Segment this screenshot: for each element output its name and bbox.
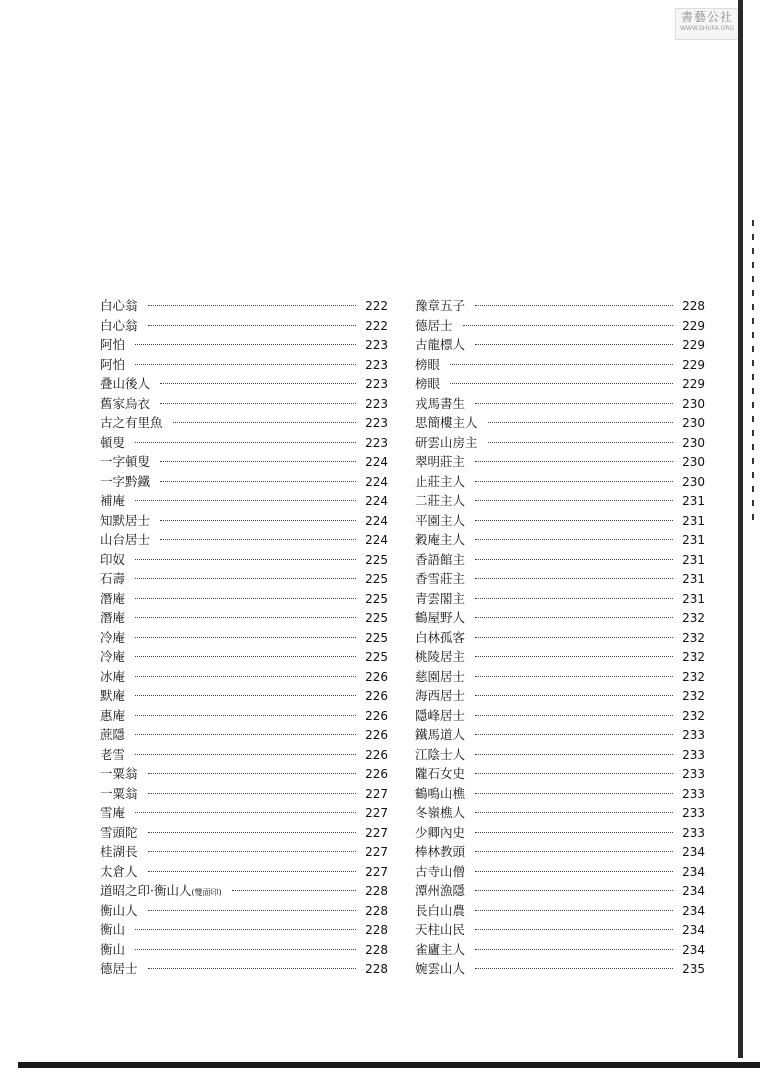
entry-name: 德居士 bbox=[100, 961, 138, 976]
entry-page-number: 225 bbox=[365, 630, 388, 645]
index-entry bbox=[415, 920, 705, 940]
entry-page-number: 234 bbox=[682, 942, 705, 957]
entry-name: 冷庵 bbox=[100, 629, 126, 645]
index-entry bbox=[100, 491, 388, 511]
index-entry bbox=[415, 355, 705, 375]
entry-page-number: 232 bbox=[682, 669, 705, 684]
index-entry bbox=[415, 335, 705, 355]
index-entry bbox=[415, 940, 705, 960]
dot-leader bbox=[135, 500, 356, 501]
entry-name: 雀廬主人 bbox=[415, 941, 466, 957]
entry-page-number: 234 bbox=[682, 923, 705, 937]
entry-page-number: 232 bbox=[682, 689, 705, 703]
dot-leader bbox=[148, 832, 356, 833]
index-entry bbox=[100, 511, 388, 531]
entry-page-number: 231 bbox=[682, 591, 705, 606]
index-entry bbox=[415, 569, 705, 589]
dot-leader bbox=[148, 325, 356, 326]
dot-leader bbox=[135, 442, 356, 443]
entry-page-number: 224 bbox=[365, 533, 388, 547]
dot-leader bbox=[475, 832, 673, 833]
dot-leader bbox=[135, 949, 356, 950]
entry-name: 一字黔鐵 bbox=[100, 473, 151, 489]
index-entry bbox=[415, 725, 705, 745]
dot-leader bbox=[475, 851, 673, 852]
dot-leader bbox=[475, 481, 673, 482]
entry-page-number: 225 bbox=[365, 650, 388, 664]
entry-page-number: 232 bbox=[682, 708, 705, 723]
dot-leader bbox=[475, 500, 673, 501]
dot-leader bbox=[148, 773, 356, 774]
entry-name: 石壽 bbox=[100, 571, 126, 586]
entry-name: 道昭之印·衡山人(雙面印) bbox=[100, 883, 222, 898]
dot-leader bbox=[135, 676, 356, 677]
dot-leader bbox=[135, 598, 356, 599]
entry-page-number: 224 bbox=[365, 513, 388, 528]
dot-leader bbox=[135, 578, 356, 579]
index-entry bbox=[100, 628, 388, 648]
dot-leader bbox=[135, 344, 356, 345]
dot-leader bbox=[135, 754, 356, 755]
entry-name: 海西居士 bbox=[415, 688, 466, 703]
index-entry bbox=[100, 706, 388, 726]
index-entry bbox=[100, 589, 388, 609]
entry-name: 蔗隱 bbox=[100, 727, 126, 742]
index-entry bbox=[415, 842, 705, 862]
entry-page-number: 227 bbox=[365, 786, 388, 801]
dot-leader bbox=[475, 520, 673, 521]
dot-leader bbox=[475, 890, 673, 891]
entry-name: 古寺山僧 bbox=[415, 863, 466, 879]
index-entry bbox=[100, 686, 388, 706]
index-entry bbox=[415, 881, 705, 901]
entry-name: 思簡樓主人 bbox=[415, 415, 478, 430]
entry-page-number: 229 bbox=[682, 338, 705, 352]
dot-leader bbox=[475, 871, 673, 872]
dot-leader bbox=[148, 793, 356, 794]
entry-page-number: 227 bbox=[365, 845, 388, 859]
dot-leader bbox=[488, 442, 673, 443]
dot-leader bbox=[135, 929, 356, 930]
entry-page-number: 232 bbox=[682, 650, 705, 664]
entry-page-number: 231 bbox=[682, 494, 705, 508]
entry-page-number: 226 bbox=[365, 767, 388, 781]
dot-leader bbox=[475, 305, 673, 306]
entry-page-number: 230 bbox=[682, 396, 705, 411]
index-entry bbox=[100, 940, 388, 960]
entry-name: 潭州漁隱 bbox=[415, 883, 466, 898]
index-entry bbox=[415, 296, 705, 316]
index-entry bbox=[415, 745, 705, 765]
entry-page-number: 228 bbox=[365, 962, 388, 976]
index-entry bbox=[415, 823, 705, 843]
index-entry bbox=[415, 862, 705, 882]
bottom-scan-bar bbox=[18, 1062, 760, 1068]
entry-name: 榜眼 bbox=[415, 376, 441, 391]
dot-leader bbox=[135, 617, 356, 618]
entry-name: 阿怕 bbox=[100, 356, 126, 372]
index-entry bbox=[100, 803, 388, 823]
entry-name: 衡山 bbox=[100, 922, 126, 937]
entry-name: 衡山人 bbox=[100, 902, 138, 918]
entry-name: 白心翁 bbox=[100, 317, 138, 333]
entry-name: 鶴屋野人 bbox=[415, 610, 466, 625]
dot-leader bbox=[475, 929, 673, 930]
entry-name: 天柱山民 bbox=[415, 922, 466, 937]
index-entry bbox=[415, 686, 705, 706]
entry-name: 香雪莊主 bbox=[415, 571, 466, 586]
entry-name: 翠明莊主 bbox=[415, 454, 466, 469]
index-entry bbox=[100, 764, 388, 784]
index-entry bbox=[100, 394, 388, 414]
entry-page-number: 228 bbox=[365, 903, 388, 918]
index-entry bbox=[100, 374, 388, 394]
entry-page-number: 223 bbox=[365, 435, 388, 450]
entry-name: 慈園居士 bbox=[415, 668, 466, 684]
dot-leader bbox=[475, 793, 673, 794]
entry-name: 一粟翁 bbox=[100, 785, 138, 801]
entry-page-number: 233 bbox=[682, 747, 705, 762]
dot-leader bbox=[135, 734, 356, 735]
entry-name: 青雲閣主 bbox=[415, 590, 466, 606]
entry-page-number: 227 bbox=[365, 864, 388, 879]
entry-page-number: 234 bbox=[682, 864, 705, 879]
index-entry bbox=[100, 959, 388, 979]
dot-leader bbox=[475, 812, 673, 813]
index-entry bbox=[415, 550, 705, 570]
index-entry bbox=[415, 589, 705, 609]
entry-page-number: 233 bbox=[682, 786, 705, 801]
entry-page-number: 225 bbox=[365, 572, 388, 586]
entry-page-number: 231 bbox=[682, 513, 705, 528]
entry-name: 桂湖長 bbox=[100, 844, 138, 859]
entry-page-number: 232 bbox=[682, 611, 705, 625]
entry-name: 雪頭陀 bbox=[100, 824, 138, 840]
index-entry bbox=[100, 862, 388, 882]
dot-leader bbox=[475, 676, 673, 677]
entry-page-number: 222 bbox=[365, 318, 388, 333]
entry-name: 太倉人 bbox=[100, 863, 138, 879]
entry-name: 戎馬書生 bbox=[415, 395, 466, 411]
entry-name: 古龍標人 bbox=[415, 337, 466, 352]
entry-name: 香語館主 bbox=[415, 551, 466, 567]
watermark-logo bbox=[675, 8, 739, 40]
entry-page-number: 228 bbox=[365, 942, 388, 957]
entry-name: 老雪 bbox=[100, 746, 126, 762]
index-entry bbox=[100, 920, 388, 940]
dot-leader bbox=[475, 695, 673, 696]
entry-page-number: 234 bbox=[682, 884, 705, 898]
watermark-text: 書藝公社 bbox=[680, 10, 733, 24]
entry-page-number: 231 bbox=[682, 572, 705, 586]
entry-name: 隴石女史 bbox=[415, 766, 466, 781]
entry-page-number: 222 bbox=[365, 299, 388, 313]
entry-page-number: 223 bbox=[365, 357, 388, 372]
index-entry bbox=[415, 491, 705, 511]
entry-page-number: 225 bbox=[365, 552, 388, 567]
index-entry bbox=[415, 472, 705, 492]
index-entry bbox=[415, 433, 705, 453]
index-entry bbox=[100, 452, 388, 472]
entry-name: 一字頓叟 bbox=[100, 454, 151, 469]
index-entry bbox=[415, 374, 705, 394]
entry-page-number: 225 bbox=[365, 611, 388, 625]
entry-page-number: 228 bbox=[365, 884, 388, 898]
entry-name: 雪庵 bbox=[100, 805, 126, 820]
index-entry bbox=[415, 530, 705, 550]
index-entry bbox=[100, 530, 388, 550]
entry-page-number: 230 bbox=[682, 416, 705, 430]
dot-leader bbox=[135, 656, 356, 657]
dot-leader bbox=[160, 481, 356, 482]
entry-name: 冷庵 bbox=[100, 649, 126, 664]
entry-name: 冰庵 bbox=[100, 668, 126, 684]
dot-leader bbox=[475, 403, 673, 404]
entry-page-number: 223 bbox=[365, 377, 388, 391]
entry-name: 頓叟 bbox=[100, 434, 126, 450]
entry-name: 潛庵 bbox=[100, 610, 126, 625]
dot-leader bbox=[160, 383, 356, 384]
dot-leader bbox=[160, 539, 356, 540]
entry-name: 古之有里魚 bbox=[100, 415, 163, 430]
entry-page-number: 223 bbox=[365, 338, 388, 352]
entry-name: 白心翁 bbox=[100, 298, 138, 313]
dot-leader bbox=[475, 461, 673, 462]
entry-name: 潛庵 bbox=[100, 590, 126, 606]
index-entry bbox=[100, 881, 388, 901]
dot-leader bbox=[475, 598, 673, 599]
dot-leader bbox=[450, 364, 673, 365]
dot-leader bbox=[135, 364, 356, 365]
entry-page-number: 224 bbox=[365, 474, 388, 489]
entry-page-number: 229 bbox=[682, 357, 705, 372]
index-entry bbox=[100, 725, 388, 745]
dot-leader bbox=[135, 559, 356, 560]
entry-page-number: 230 bbox=[682, 455, 705, 469]
entry-name: 二莊主人 bbox=[415, 493, 466, 508]
dot-leader bbox=[160, 403, 356, 404]
index-entry bbox=[100, 901, 388, 921]
entry-name: 穀庵主人 bbox=[415, 532, 466, 547]
index-entry bbox=[100, 433, 388, 453]
entry-name: 隱峰居士 bbox=[415, 707, 466, 723]
dot-leader bbox=[475, 559, 673, 560]
entry-name: 止莊主人 bbox=[415, 473, 466, 489]
entry-page-number: 233 bbox=[682, 767, 705, 781]
entry-page-number: 226 bbox=[365, 747, 388, 762]
entry-name: 鶴鳴山樵 bbox=[415, 785, 466, 801]
index-column-left bbox=[100, 296, 388, 979]
dot-leader bbox=[475, 968, 673, 969]
index-entry bbox=[100, 667, 388, 687]
entry-name: 阿怕 bbox=[100, 337, 126, 352]
entry-page-number: 230 bbox=[682, 435, 705, 450]
entry-name: 舊家烏衣 bbox=[100, 395, 151, 411]
index-entry bbox=[100, 569, 388, 589]
dot-leader bbox=[475, 754, 673, 755]
dot-leader bbox=[475, 715, 673, 716]
dot-leader bbox=[475, 734, 673, 735]
entry-page-number: 234 bbox=[682, 903, 705, 918]
entry-name: 一粟翁 bbox=[100, 766, 138, 781]
index-column-right bbox=[415, 296, 705, 979]
dot-leader bbox=[148, 910, 356, 911]
entry-page-number: 223 bbox=[365, 416, 388, 430]
entry-page-number: 231 bbox=[682, 533, 705, 547]
index-entry bbox=[100, 842, 388, 862]
entry-page-number: 224 bbox=[365, 455, 388, 469]
index-entry bbox=[415, 608, 705, 628]
dot-leader bbox=[232, 890, 356, 891]
dot-leader bbox=[135, 695, 356, 696]
entry-name: 少卿內史 bbox=[415, 824, 466, 840]
entry-name: 知默居士 bbox=[100, 512, 151, 528]
index-entry bbox=[100, 335, 388, 355]
index-entry bbox=[415, 647, 705, 667]
dot-leader bbox=[463, 325, 673, 326]
entry-name: 研雲山房主 bbox=[415, 434, 478, 450]
index-entry bbox=[100, 647, 388, 667]
index-entry bbox=[415, 706, 705, 726]
entry-page-number: 225 bbox=[365, 591, 388, 606]
page-edge-marks bbox=[752, 220, 754, 520]
index-entry bbox=[415, 764, 705, 784]
dot-leader bbox=[173, 422, 356, 423]
entry-page-number: 229 bbox=[682, 318, 705, 333]
entry-page-number: 226 bbox=[365, 669, 388, 684]
index-entry bbox=[415, 803, 705, 823]
dot-leader bbox=[450, 383, 673, 384]
watermark-url: WWW.SHUFA.ORG bbox=[679, 25, 735, 32]
index-entry bbox=[415, 784, 705, 804]
index-entry bbox=[100, 745, 388, 765]
page-binding-edge bbox=[738, 0, 743, 1058]
dot-leader bbox=[475, 578, 673, 579]
index-entry bbox=[100, 413, 388, 433]
dot-leader bbox=[160, 461, 356, 462]
entry-page-number: 227 bbox=[365, 825, 388, 840]
index-entry bbox=[415, 452, 705, 472]
dot-leader bbox=[148, 968, 356, 969]
dot-leader bbox=[135, 637, 356, 638]
entry-name: 叠山後人 bbox=[100, 376, 151, 391]
index-entry bbox=[415, 394, 705, 414]
entry-name: 桃陵居主 bbox=[415, 649, 466, 664]
entry-note: (雙面印) bbox=[191, 888, 222, 897]
entry-page-number: 235 bbox=[682, 962, 705, 976]
dot-leader bbox=[135, 812, 356, 813]
entry-name: 婉雲山人 bbox=[415, 961, 466, 976]
index-entry bbox=[100, 472, 388, 492]
entry-name: 榜眼 bbox=[415, 356, 441, 372]
entry-page-number: 228 bbox=[365, 923, 388, 937]
entry-name: 鐵馬道人 bbox=[415, 727, 466, 742]
entry-page-number: 229 bbox=[682, 377, 705, 391]
entry-name: 白林孤客 bbox=[415, 629, 466, 645]
index-entry bbox=[100, 355, 388, 375]
entry-name: 山台居士 bbox=[100, 532, 151, 547]
entry-page-number: 228 bbox=[682, 299, 705, 313]
dot-leader bbox=[475, 539, 673, 540]
dot-leader bbox=[148, 305, 356, 306]
index-entry bbox=[415, 667, 705, 687]
index-entry bbox=[100, 296, 388, 316]
dot-leader bbox=[475, 773, 673, 774]
entry-page-number: 226 bbox=[365, 708, 388, 723]
entry-page-number: 230 bbox=[682, 474, 705, 489]
entry-page-number: 223 bbox=[365, 396, 388, 411]
entry-name: 平園主人 bbox=[415, 512, 466, 528]
dot-leader bbox=[475, 949, 673, 950]
index-entry bbox=[415, 959, 705, 979]
entry-page-number: 227 bbox=[365, 806, 388, 820]
index-entry bbox=[415, 413, 705, 433]
entry-page-number: 232 bbox=[682, 630, 705, 645]
entry-page-number: 226 bbox=[365, 689, 388, 703]
index-entry bbox=[100, 784, 388, 804]
entry-page-number: 226 bbox=[365, 728, 388, 742]
entry-name: 豫章五子 bbox=[415, 298, 466, 313]
entry-name: 惠庵 bbox=[100, 707, 126, 723]
entry-page-number: 233 bbox=[682, 728, 705, 742]
dot-leader bbox=[475, 617, 673, 618]
dot-leader bbox=[475, 344, 673, 345]
entry-page-number: 233 bbox=[682, 806, 705, 820]
entry-name: 補庵 bbox=[100, 493, 126, 508]
dot-leader bbox=[475, 637, 673, 638]
entry-page-number: 231 bbox=[682, 552, 705, 567]
index-entry bbox=[100, 550, 388, 570]
entry-page-number: 224 bbox=[365, 494, 388, 508]
dot-leader bbox=[148, 871, 356, 872]
dot-leader bbox=[475, 910, 673, 911]
entry-name: 長白山農 bbox=[415, 902, 466, 918]
index-entry bbox=[415, 511, 705, 531]
dot-leader bbox=[148, 851, 356, 852]
dot-leader bbox=[488, 422, 673, 423]
index-entry bbox=[100, 316, 388, 336]
dot-leader bbox=[475, 656, 673, 657]
entry-name: 棒林教頭 bbox=[415, 844, 466, 859]
index-entry bbox=[415, 901, 705, 921]
entry-name: 江陰士人 bbox=[415, 746, 466, 762]
entry-name: 默庵 bbox=[100, 688, 126, 703]
index-entry bbox=[415, 316, 705, 336]
entry-page-number: 233 bbox=[682, 825, 705, 840]
dot-leader bbox=[135, 715, 356, 716]
dot-leader bbox=[160, 520, 356, 521]
entry-name: 德居士 bbox=[415, 317, 453, 333]
entry-name: 印奴 bbox=[100, 551, 126, 567]
index-entry bbox=[100, 608, 388, 628]
entry-name: 冬嶺樵人 bbox=[415, 805, 466, 820]
index-entry bbox=[100, 823, 388, 843]
entry-page-number: 234 bbox=[682, 845, 705, 859]
index-entry bbox=[415, 628, 705, 648]
entry-name: 衡山 bbox=[100, 941, 126, 957]
